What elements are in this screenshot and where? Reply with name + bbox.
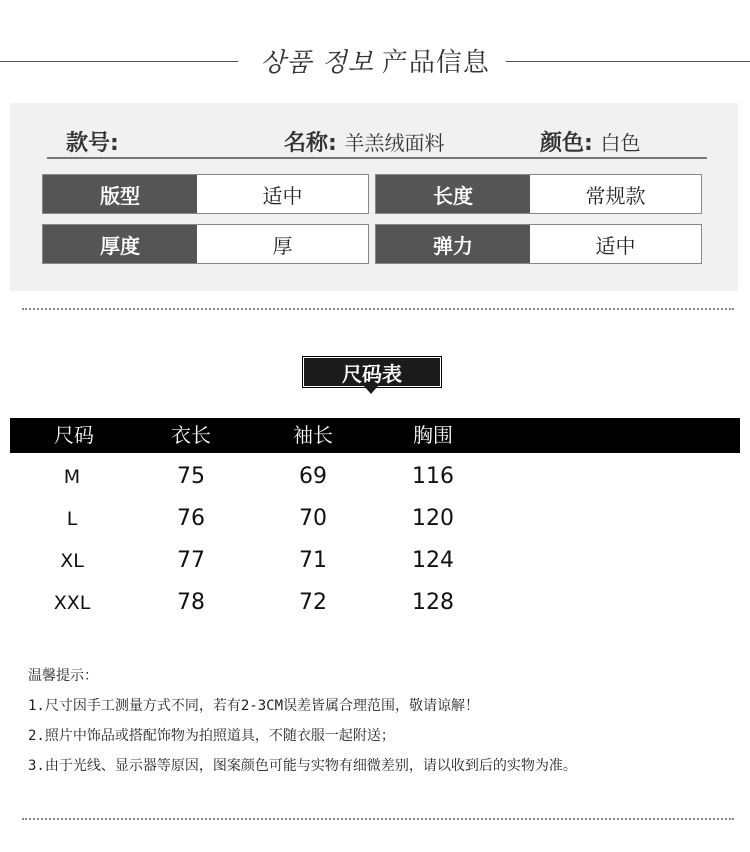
table-cell: XXL bbox=[53, 592, 91, 614]
attribute-value: 适中 bbox=[262, 183, 303, 208]
table-cell: 120 bbox=[412, 506, 454, 531]
size-table-header bbox=[10, 418, 740, 453]
column-header-sleeve: 袖长 bbox=[293, 423, 333, 447]
attribute-value: 常规款 bbox=[585, 183, 646, 208]
product-name bbox=[284, 126, 444, 157]
table-cell: L bbox=[66, 508, 78, 530]
badge-pointer bbox=[364, 386, 378, 394]
dotted-divider-bottom bbox=[22, 818, 734, 820]
product-color-value: 白色 bbox=[600, 131, 641, 155]
attribute-key: 弹力 bbox=[376, 225, 530, 263]
attribute-value: 厚 bbox=[272, 233, 293, 258]
note-line: 2.照片中饰品或搭配饰物为拍照道具，不随衣服一起附送； bbox=[28, 728, 395, 744]
product-color bbox=[540, 126, 640, 157]
table-cell: 72 bbox=[299, 590, 327, 615]
attribute-value: 适中 bbox=[595, 233, 636, 258]
table-row bbox=[10, 582, 740, 624]
table-cell: M bbox=[63, 466, 81, 488]
style-number-label: 款号: bbox=[66, 131, 119, 156]
page-title bbox=[0, 42, 750, 79]
table-cell: 75 bbox=[177, 464, 205, 489]
attribute-key: 长度 bbox=[376, 175, 530, 213]
notes-title: 温馨提示： bbox=[28, 668, 98, 684]
attribute-length bbox=[375, 174, 702, 214]
table-cell: 69 bbox=[299, 464, 327, 489]
table-cell: 70 bbox=[299, 506, 327, 531]
table-cell: 76 bbox=[177, 506, 205, 531]
table-cell: 71 bbox=[299, 548, 327, 573]
table-cell: XL bbox=[60, 550, 84, 572]
notes-section bbox=[28, 666, 577, 786]
attribute-thickness bbox=[42, 224, 369, 264]
dotted-divider-top bbox=[22, 308, 734, 310]
product-name-value: 羊羔绒面料 bbox=[344, 131, 445, 155]
note-line: 1.尺寸因手工测量方式不同，若有2-3CM误差皆属合理范围，敬请谅解！ bbox=[28, 698, 479, 714]
note-line: 3.由于光线、显示器等原因，图案颜色可能与实物有细微差别，请以收到后的实物为准。 bbox=[28, 758, 577, 774]
product-color-label: 颜色: bbox=[540, 131, 593, 156]
table-cell: 116 bbox=[412, 464, 454, 489]
table-row bbox=[10, 456, 740, 498]
attribute-elasticity bbox=[375, 224, 702, 264]
size-chart-badge: 尺码表 bbox=[302, 356, 442, 388]
column-header-chest: 胸围 bbox=[413, 423, 453, 447]
column-header-length: 衣长 bbox=[171, 423, 211, 447]
table-cell: 128 bbox=[412, 590, 454, 615]
attribute-key: 版型 bbox=[43, 175, 197, 213]
page-title-chinese: 产品信息 bbox=[381, 48, 490, 78]
column-header-size: 尺码 bbox=[54, 423, 94, 447]
table-cell: 124 bbox=[412, 548, 454, 573]
table-row bbox=[10, 498, 740, 540]
info-divider bbox=[47, 157, 707, 159]
page-title-korean: 상품 정보 bbox=[260, 48, 374, 78]
product-name-label: 名称: bbox=[284, 131, 337, 156]
attribute-fit bbox=[42, 174, 369, 214]
table-row bbox=[10, 540, 740, 582]
table-cell: 77 bbox=[177, 548, 205, 573]
attribute-key: 厚度 bbox=[43, 225, 197, 263]
table-cell: 78 bbox=[177, 590, 205, 615]
